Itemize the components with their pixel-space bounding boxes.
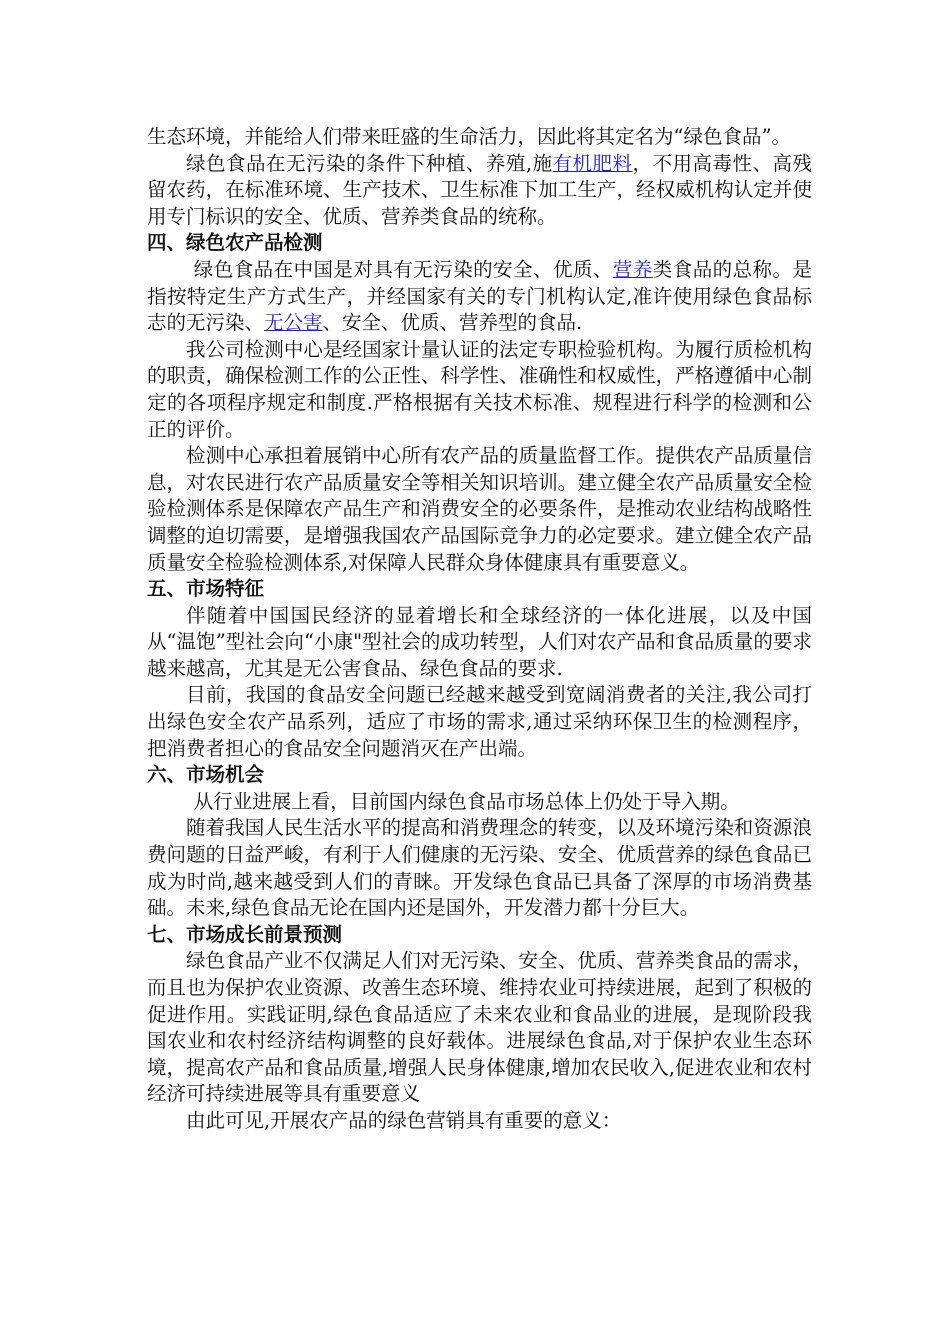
paragraph-food-safety: 目前，我国的食品安全问题已经越来越受到宽阔消费者的关注,我公司打出绿色安全农产品系列，适应了市场的需求,通过采纳环保卫生的检测程序，把消费者担心的食品安全问题消灭在产出端。 bbox=[147, 683, 812, 760]
paragraph-green-food-definition bbox=[147, 151, 812, 231]
text-segment: 绿色食品在中国是对具有无污染的安全、优质、 bbox=[193, 257, 613, 281]
paragraph-testing-center: 我公司检测中心是经国家计量认证的法定专职检验机构。为履行质检机构的职责，确保检测工作的公正性、科学性、准确性和权威性，严格遵循中心制定的各项程序规定和制度.严格根据有关技术标准、规程进行科学的检测和公正的评价。 bbox=[147, 337, 812, 441]
paragraph-conclusion: 由此可见,开展农产品的绿色营销具有重要的意义： bbox=[186, 1108, 622, 1132]
section-heading-4: 四、绿色农产品检测 bbox=[147, 231, 323, 255]
paragraph-quality-supervision: 检测中心承担着展销中心所有农产品的质量监督工作。提供农产品质量信息，对农民进行农产品质量安全等相关知识培训。建立健全农产品质量安全检验检测体系是保障农产品生产和消费安全的必要条件，是推动农业结构战略性调整的迫切需要，是增强我国农产品国际竞争力的必定要求。建立健全农产品质量安全检验检测体系,对保障人民群众身体健康具有重要意义。 bbox=[147, 444, 812, 574]
section-heading-6: 六、市场机会 bbox=[147, 763, 265, 787]
text-segment: ，不用高毒性、高残留农药，在标准环境、生产技术、卫生标准下加工生产，经权威机构认定并使用专门标识的安全、优质、营养类食品的统称。 bbox=[147, 151, 812, 228]
text-segment: 绿色食品在无污染的条件下种植、养殖,施 bbox=[186, 151, 553, 175]
section-heading-5: 五、市场特征 bbox=[147, 577, 265, 601]
link-nutrition[interactable]: 营养 bbox=[612, 257, 653, 281]
paragraph-industry-stage: 从行业进展上看，目前国内绿色食品市场总体上仍处于导入期。 bbox=[193, 789, 740, 813]
section-heading-7: 七、市场成长前景预测 bbox=[147, 922, 343, 946]
paragraph-green-food-naming: 生态环境，并能给人们带来旺盛的生命活力，因此将其定名为“绿色食品”。 bbox=[147, 125, 791, 148]
text-segment: 类食品的总称。是指按特定生产方式生产，并经国家有关的专门机构认定,准许使用绿色食品标志的无污染、 bbox=[147, 257, 812, 335]
paragraph-market-trend: 伴随着中国国民经济的显着增长和全球经济的一体化进展，以及中国从“温饱”型社会向“小康"型社会的成功转型，人们对农产品和食品质量的要求越来越高，尤其是无公害食品、绿色食品的要求. bbox=[147, 603, 812, 680]
paragraph-growth-outlook: 绿色食品产业不仅满足人们对无污染、安全、优质、营养类食品的需求，而且也为保护农业资源、改善生态环境、维持农业可持续进展，起到了积极的促进作用。实践证明,绿色食品适应了未来农业和食品业的进展，是现阶段我国农业和农村经济结构调整的良好载体。进展绿色食品,对于保护农业生态环境，提高农产品和食品质量,增强人民身体健康,增加农民收入,促进农业和农村经济可持续进展等具有重要意义 bbox=[147, 949, 812, 1106]
document-body bbox=[147, 124, 812, 1135]
text-segment: 、安全、优质、营养型的食品. bbox=[322, 311, 583, 335]
link-pollution-free[interactable]: 无公害 bbox=[264, 311, 323, 335]
paragraph-green-product-concept bbox=[147, 257, 812, 337]
paragraph-market-opportunity: 随着我国人民生活水平的提高和消费理念的转变，以及环境污染和资源浪费问题的日益严峻，有利于人们健康的无污染、安全、优质营养的绿色食品已成为时尚,越来越受到人们的青睐。开发绿色食品已具备了深厚的市场消费基础。未来,绿色食品无论在国内还是国外，开发潜力都十分巨大。 bbox=[147, 816, 812, 920]
link-organic-fertilizer[interactable]: 有机肥料 bbox=[552, 151, 633, 175]
